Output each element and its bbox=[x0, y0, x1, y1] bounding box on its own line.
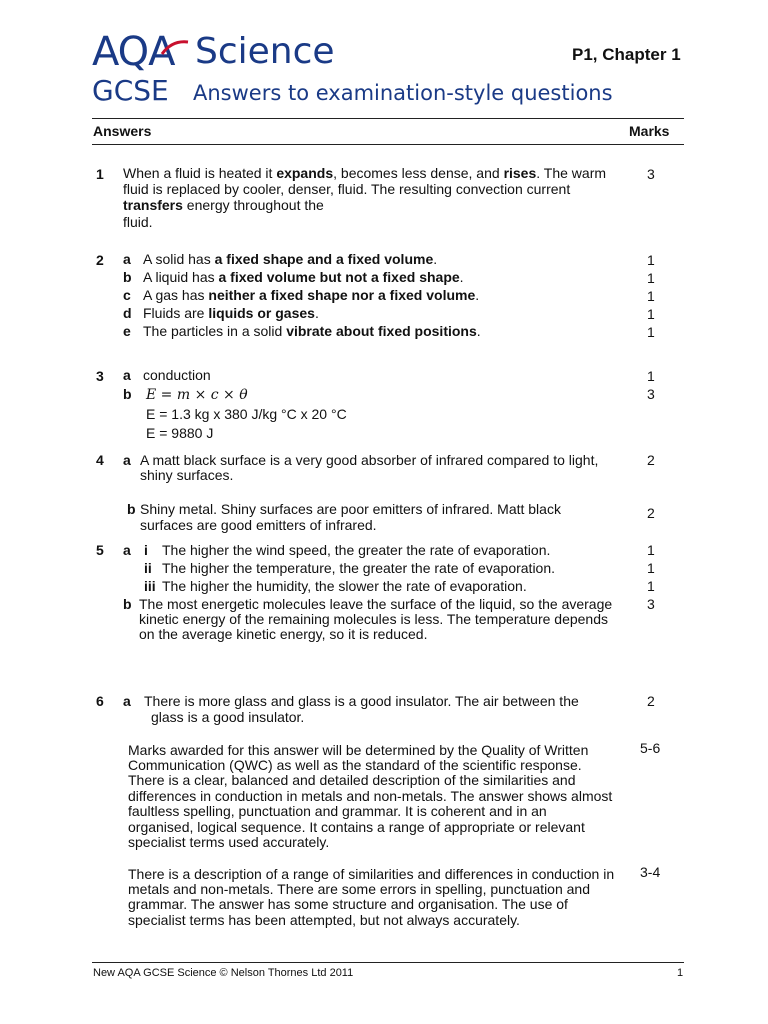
logo-aqa: AQA bbox=[92, 29, 175, 75]
question-number-6: 6 bbox=[96, 693, 104, 709]
q5b-line-3: on the average kinetic energy, so it is reduced. bbox=[139, 626, 428, 642]
q5b-line-2: kinetic energy of the remaining molecules is less. The temperature depends bbox=[139, 611, 608, 627]
qwc-line: faultless spelling, punctuation and grammar. It is coherent and in an bbox=[128, 803, 547, 819]
q4a-letter: a bbox=[123, 452, 131, 468]
q5a-mark: 1 bbox=[647, 578, 655, 594]
answers-column-header: Answers bbox=[93, 123, 152, 139]
q3b-result: E = 9880 J bbox=[146, 425, 214, 441]
q5a-mark: 1 bbox=[647, 560, 655, 576]
q5a-roman: ii bbox=[144, 560, 152, 576]
aqa-science-logo bbox=[92, 29, 335, 75]
logo-science: Science bbox=[195, 31, 335, 72]
qwc-line: metals and non-metals. There are some errors in spelling, punctuation and bbox=[128, 881, 590, 897]
question-number-3: 3 bbox=[96, 368, 104, 384]
q3b-mark: 3 bbox=[647, 386, 655, 402]
q3b-calculation: E = 1.3 kg x 380 J/kg °C x 20 °C bbox=[146, 406, 347, 422]
q4b-line-2: surfaces are good emitters of infrared. bbox=[140, 517, 377, 533]
q2-mark: 1 bbox=[647, 306, 655, 322]
q2-item: e bbox=[123, 323, 131, 339]
logo-gcse: GCSE bbox=[92, 74, 169, 107]
q2-item-text: A solid has a fixed shape and a fixed volume. bbox=[143, 251, 438, 267]
q6a-line-1: There is more glass and glass is a good insulator. The air between the bbox=[144, 693, 579, 709]
q6a-letter: a bbox=[123, 693, 131, 709]
q3b-letter: b bbox=[123, 386, 132, 402]
question-number-4: 4 bbox=[96, 452, 104, 468]
q2-item: a bbox=[123, 251, 131, 267]
q4a-line-2: shiny surfaces. bbox=[140, 467, 234, 483]
q2-item-text: Fluids are liquids or gases. bbox=[143, 305, 319, 321]
q2-item-text: The particles in a solid vibrate about fixed positions. bbox=[143, 323, 481, 339]
q4b-line-1: Shiny metal. Shiny surfaces are poor emitters of infrared. Matt black bbox=[140, 501, 561, 517]
q5b-line-1: The most energetic molecules leave the surface of the liquid, so the average bbox=[139, 596, 613, 612]
q5a-roman: iii bbox=[144, 578, 156, 594]
qwc-line: grammar. The answer has some structure and organisation. The use of bbox=[128, 896, 568, 912]
q2-mark: 1 bbox=[647, 252, 655, 268]
header-rule-top bbox=[92, 118, 684, 119]
q3a-text: conduction bbox=[143, 367, 211, 383]
qwc-line: There is a description of a range of similarities and differences in conduction in bbox=[128, 866, 615, 882]
question-number-1: 1 bbox=[96, 166, 104, 182]
qwc-line: specialist terms has been attempted, but not always accurately. bbox=[128, 912, 520, 928]
q5a-item-text: The higher the wind speed, the greater the rate of evaporation. bbox=[162, 542, 551, 558]
q2-mark: 1 bbox=[647, 324, 655, 340]
qwc-line: organised, logical sequence. It contains a range of appropriate or relevant bbox=[128, 819, 585, 835]
q3a-mark: 1 bbox=[647, 368, 655, 384]
q4a-mark: 2 bbox=[647, 452, 655, 468]
q4b-mark: 2 bbox=[647, 505, 655, 521]
q4a-line-1: A matt black surface is a very good absorber of infrared compared to light, bbox=[140, 452, 599, 468]
qwc-high-mark: 5-6 bbox=[640, 740, 661, 756]
q6a-mark: 2 bbox=[647, 693, 655, 709]
qwc-mid-mark: 3-4 bbox=[640, 864, 661, 880]
q2-mark: 1 bbox=[647, 270, 655, 286]
question-number-5: 5 bbox=[96, 542, 104, 558]
q4b-letter: b bbox=[127, 501, 136, 517]
qwc-line: differences in conduction in metals and non-metals. The answer shows almost bbox=[128, 788, 613, 804]
q2-item-text: A liquid has a fixed volume but not a fixed shape. bbox=[143, 269, 464, 285]
q2-item: d bbox=[123, 305, 132, 321]
question-number-2: 2 bbox=[96, 252, 104, 268]
q3a-letter: a bbox=[123, 367, 131, 383]
q3b-formula: E = m × c × θ bbox=[146, 387, 248, 403]
q6a-line-2: glass is a good insulator. bbox=[151, 709, 305, 725]
q2-item-text: A gas has neither a fixed shape nor a fixed volume. bbox=[143, 287, 480, 303]
qwc-line: Communication (QWC) as well as the standard of the scientific response. bbox=[128, 757, 582, 773]
qwc-line: There is a clear, balanced and detailed description of the similarities and bbox=[128, 772, 576, 788]
q5a-mark: 1 bbox=[647, 542, 655, 558]
qwc-line: specialist terms used accurately. bbox=[128, 834, 330, 850]
q1-line-3: transfers energy throughout the bbox=[123, 197, 324, 213]
q5a-item-text: The higher the humidity, the slower the rate of evaporation. bbox=[162, 578, 527, 594]
qwc-line: Marks awarded for this answer will be determined by the Quality of Written bbox=[128, 742, 589, 758]
q2-mark: 1 bbox=[647, 288, 655, 304]
page-number: 1 bbox=[677, 967, 684, 979]
q1-line-1: When a fluid is heated it expands, becomes less dense, and rises. The warm bbox=[123, 165, 607, 181]
q5b-letter: b bbox=[123, 596, 132, 612]
q5a-item-text: The higher the temperature, the greater the rate of evaporation. bbox=[162, 560, 556, 576]
q1-line-4: fluid. bbox=[123, 214, 153, 230]
q5b-mark: 3 bbox=[647, 596, 655, 612]
q2-item: b bbox=[123, 269, 132, 285]
marks-column-header: Marks bbox=[629, 123, 670, 139]
document-subtitle: Answers to examination-style questions bbox=[193, 81, 613, 105]
header-rule-bottom bbox=[92, 144, 684, 145]
logo-swoosh-icon bbox=[160, 38, 190, 56]
footer-copyright: New AQA GCSE Science © Nelson Thornes Ltd 2011 bbox=[93, 967, 354, 979]
footer-rule bbox=[92, 962, 684, 963]
chapter-label: P1, Chapter 1 bbox=[572, 45, 681, 64]
q1-line-2: fluid is replaced by cooler, denser, fluid. The resulting convection current bbox=[123, 181, 571, 197]
q1-mark: 3 bbox=[647, 166, 655, 182]
q2-item: c bbox=[123, 287, 131, 303]
q5a-roman: i bbox=[144, 542, 148, 558]
q5a-letter: a bbox=[123, 542, 131, 558]
